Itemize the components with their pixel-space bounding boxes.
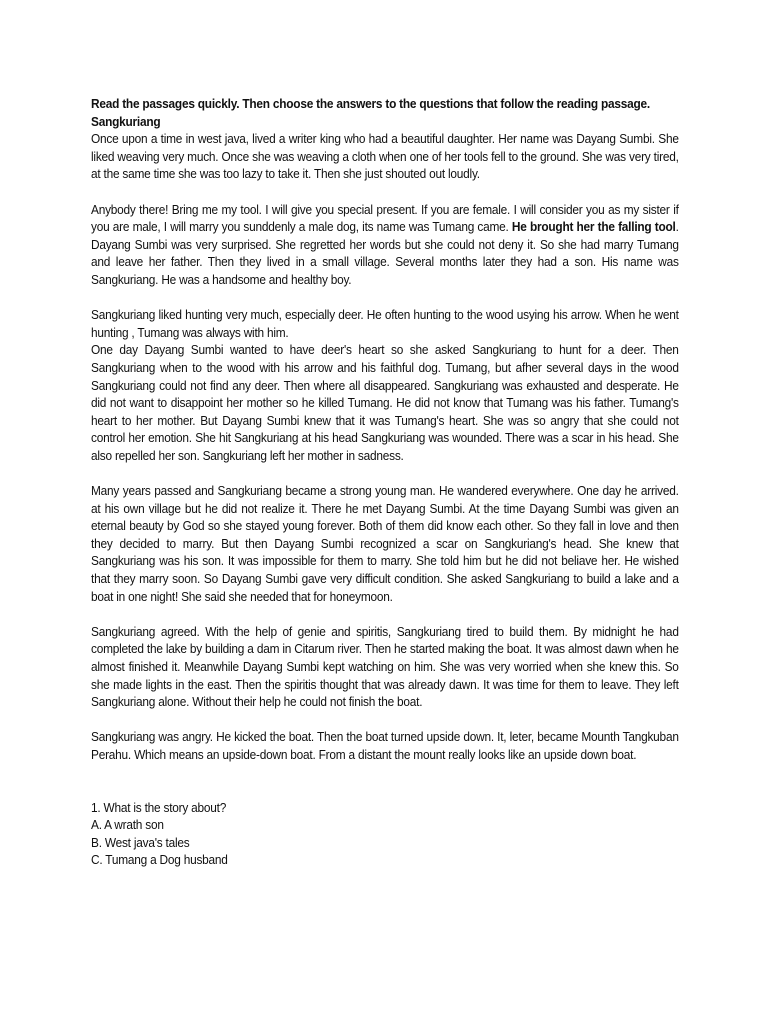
paragraph-6: Sangkuriang agreed. With the help of genie and spiritis, Sangkuriang tired to build them. By midnight he had completed the lake by building a dam in Citarum river. Then he started making the boat. It was almost dawn when he almost finished it. Meanwhile Dayang Sumbi kept watching on him. She was very worried when she knew this. So she made lights in the east. Then the spiritis thought that was already dawn. It was time for them to leave. They left Sangkuriang alone. Without their help he could not finish the boat. <box>91 623 679 710</box>
question-1-text: 1. What is the story about? <box>91 799 227 815</box>
paragraph-gap <box>91 464 679 482</box>
question-1-option-a: A. A wrath son <box>91 817 164 833</box>
paragraph-gap <box>91 711 679 729</box>
paragraph-gap <box>91 605 679 623</box>
paragraph-gap <box>91 183 679 201</box>
paragraph-4: One day Dayang Sumbi wanted to have deer's heart so she asked Sangkuriang to hunt for a deer. Then Sangkuriang when to the wood with his arrow and his faithful dog. Tumang, but afher several days in the wood Sangkuriang could not find any deer. Then where all disappeared. Sangkuriang was exhausted and desperate. He did not want to disappoint her mother so he killed Tumang. He did not know that Tumang was his father. Tumang's heart to her mother. But Dayang Sumbi knew that it was Tumang's heart. She was so angry that she could not control her emotion. She hit Sangkuriang at his head Sangkuriang was wounded. There was a scar in his head. She also repelled her son. Sangkuriang left her mother in sadness. <box>91 342 679 463</box>
paragraph-2 <box>91 201 679 289</box>
story-title: Sangkuriang <box>91 113 161 129</box>
paragraph-2-part-b: . Dayang Sumbi was very surprised. She regretted her words but she could not deny it. So she had marry Tumang and leave her father. Then they lived in a small village. Several months later they had a son. His name was Sangkuriang. He was a handsome and healthy boy. <box>91 219 679 287</box>
paragraph-7: Sangkuriang was angry. He kicked the boat. Then the boat turned upside down. It, leter, became Mounth Tangkuban Perahu. Which means an upside-down boat. From a distant the mount really looks like an upside down boat. <box>91 729 679 762</box>
paragraph-5: Many years passed and Sangkuriang became a strong young man. He wandered everywhere. One day he arrived. at his own village but he did not realize it. There he met Dayang Sumbi. At the time Dayang Sumbi was given an eternal beauty by God so she stayed young forever. Both of them did know each other. So they fall in love and then they decided to marry. But then Dayang Sumbi recognized a scar on Sangkuriang's head. She knew that Sangkuriang was his son. It was impossible for them to marry. She told him but he did not beliave her. He wished that they marry soon. So Dayang Sumbi gave very difficult condition. She asked Sangkuriang to build a lake and a boat in one night! She said she needed that for honeymoon. <box>91 483 679 604</box>
instruction-text: Read the passages quickly. Then choose the answers to the questions that follow the reading passage. <box>91 96 650 111</box>
paragraph-3: Sangkuriang liked hunting very much, especially deer. He often hunting to the wood usying his arrow. When he went hunting , Tumang was always with him. <box>91 307 679 340</box>
question-1-option-c: C. Tumang a Dog husband <box>91 852 228 868</box>
paragraph-1: Once upon a time in west java, lived a writer king who had a beautiful daughter. Her name was Dayang Sumbi. She liked weaving very much. Once she was weaving a cloth when one of her tools fell to the ground. She was very tired, at the same time she was too lazy to take it. Then she just shouted out loudly. <box>91 131 679 182</box>
paragraph-2-bold: He brought her the falling tool <box>511 219 676 235</box>
question-1-option-b: B. West java's tales <box>91 834 190 850</box>
document-body <box>91 95 679 869</box>
paragraph-2-part-a: Anybody there! Bring me my tool. I will give you special present. If you are female. I will consider you as my sister if you are male, I will marry you sunddenly a male dog, its name was Tumang came. <box>91 201 679 235</box>
paragraph-gap <box>91 289 679 307</box>
question-gap <box>91 764 679 799</box>
